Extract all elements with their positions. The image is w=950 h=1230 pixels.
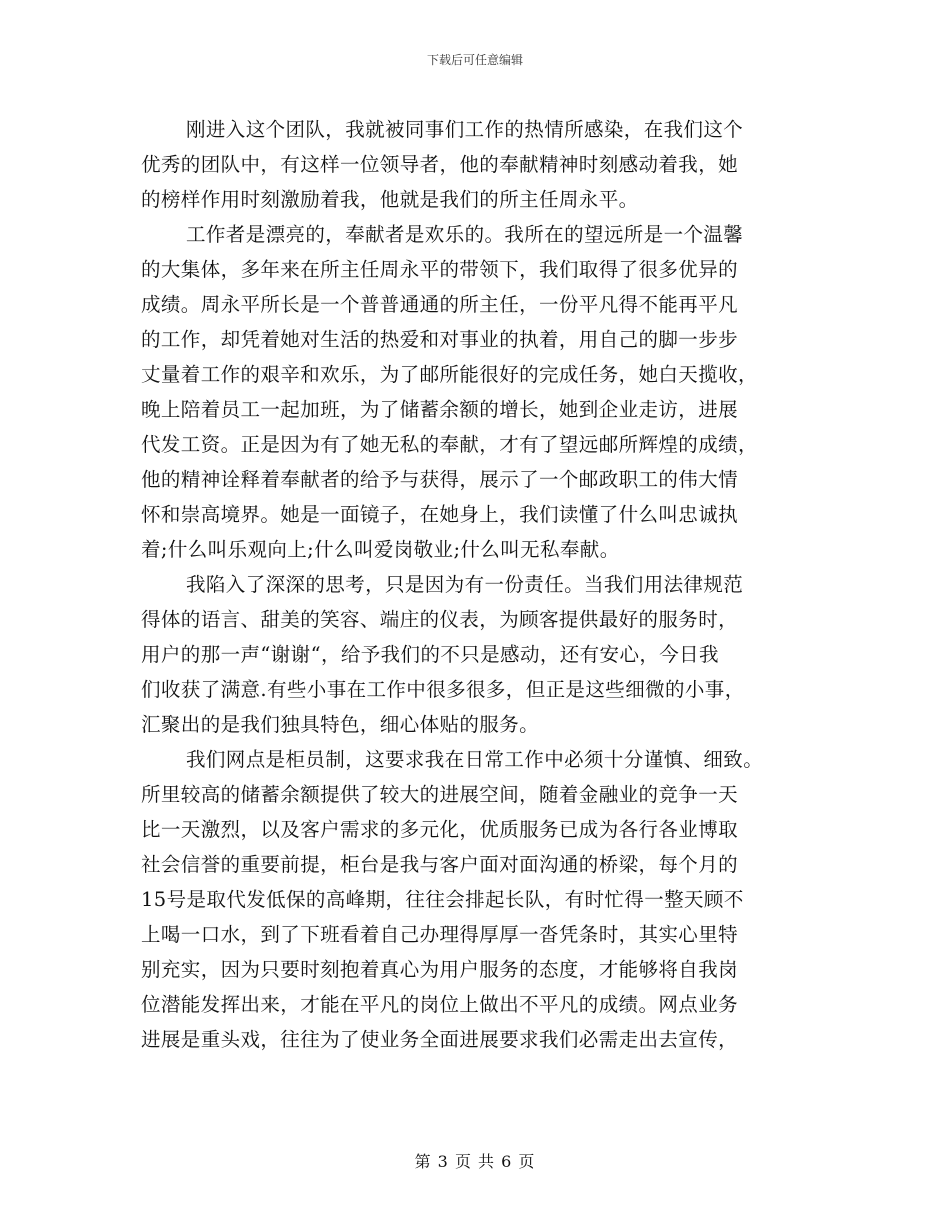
paragraph-2-line-2: 的大集体，多年来在所主任周永平的带领下，我们取得了很多优异的: [141, 258, 739, 281]
paragraph-2-line-4: 的工作，却凭着她对生活的热爱和对事业的执着，用自己的脚一步步: [141, 328, 739, 351]
paragraph-2-line-1: 工作者是漂亮的，奉献者是欢乐的。我所在的望远所是一个温馨: [186, 223, 744, 246]
paragraph-3-line-3: 用户的那一声“谢谢“，给予我们的不只是感动，还有安心，今日我: [141, 643, 719, 666]
paragraph-4-line-6: 上喝一口水，到了下班看着自己办理得厚厚一沓凭条时，其实心里特: [141, 923, 739, 946]
paragraph-3-line-4: 们收获了满意.有些小事在工作中很多很多，但正是这些细微的小事，: [141, 678, 745, 701]
paragraph-1-line-2: 优秀的团队中，有这样一位领导者，他的奉献精神时刻感动着我，她: [141, 153, 739, 176]
paragraph-2-line-3: 成绩。周永平所长是一个普普通通的所主任，一份平凡得不能再平凡: [141, 293, 739, 316]
paragraph-4-line-8: 位潜能发挥出来，才能在平凡的岗位上做出不平凡的成绩。网点业务: [141, 993, 739, 1016]
paragraph-2-line-9: 怀和崇高境界。她是一面镜子，在她身上，我们读懂了什么叫忠诚执: [141, 503, 739, 526]
page-number-footer: 第 3 页 共 6 页: [414, 1152, 536, 1171]
paragraph-4-line-5: 15号是取代发低保的高峰期，往往会排起长队，有时忙得一整天顾不: [141, 888, 744, 911]
paragraph-1-line-3: 的榜样作用时刻激励着我，他就是我们的所主任周永平。: [141, 188, 639, 211]
paragraph-2-line-6: 晚上陪着员工一起加班，为了储蓄余额的增长，她到企业走访，进展: [141, 398, 739, 421]
paragraph-3-line-2: 得体的语言、甜美的笑容、端庄的仪表，为顾客提供最好的服务时，: [141, 608, 739, 631]
paragraph-4-line-3: 比一天激烈，以及客户需求的多元化，优质服务已成为各行各业博取: [141, 818, 739, 841]
paragraph-4-line-1: 我们网点是柜员制，这要求我在日常工作中必须十分谨慎、细致。: [186, 748, 764, 771]
paragraph-2-line-8: 他的精神诠释着奉献者的给予与获得，展示了一个邮政职工的伟大情: [141, 468, 739, 491]
document-body: [141, 112, 821, 1057]
paragraph-1-line-1: 刚进入这个团队，我就被同事们工作的热情所感染，在我们这个: [186, 118, 744, 141]
paragraph-3-line-1: 我陷入了深深的思考，只是因为有一份责任。当我们用法律规范: [186, 573, 744, 596]
paragraph-2-line-5: 丈量着工作的艰辛和欢乐，为了邮所能很好的完成任务，她白天揽收，: [141, 363, 758, 386]
paragraph-3-line-5: 汇聚出的是我们独具特色，细心体贴的服务。: [141, 713, 540, 736]
paragraph-4-line-2: 所里较高的储蓄余额提供了较大的进展空间，随着金融业的竞争一天: [141, 783, 739, 806]
paragraph-4-line-9: 进展是重头戏，往往为了使业务全面进展要求我们必需走出去宣传，: [141, 1028, 739, 1051]
paragraph-2-line-7: 代发工资。正是因为有了她无私的奉献，才有了望远邮所辉煌的成绩，: [141, 433, 758, 456]
paragraph-4-line-4: 社会信誉的重要前提，柜台是我与客户面对面沟通的桥梁，每个月的: [141, 853, 739, 876]
paragraph-2-line-10: 着;什么叫乐观向上;什么叫爱岗敬业;什么叫无私奉献。: [141, 538, 620, 561]
page-header: 下载后可任意编辑: [426, 53, 523, 67]
paragraph-4-line-7: 别充实，因为只要时刻抱着真心为用户服务的态度，才能够将自我岗: [141, 958, 739, 981]
